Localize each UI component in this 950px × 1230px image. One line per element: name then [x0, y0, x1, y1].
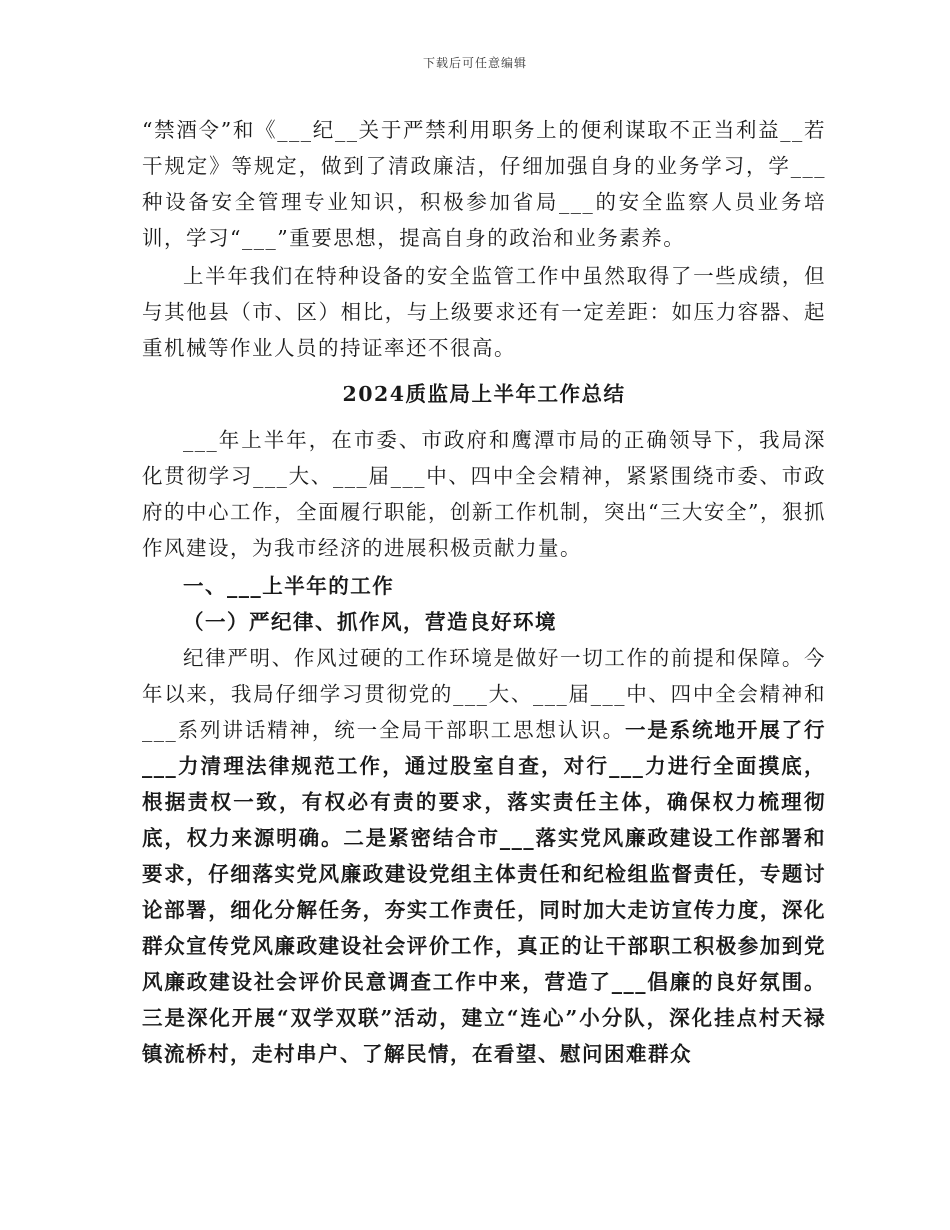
document-title: 2024质监局上半年工作总结: [342, 382, 626, 406]
paragraph-discipline-normal: 纪律严明、作风过硬的工作环境是做好一切工作的前提和保障。今年以来，我局仔细学习贯彻党的___大、___届___中、四中全会精神和___系列讲话精神，统一全局干部职工思想认识。: [142, 646, 826, 742]
subsection-heading-1: （一）严纪律、抓作风，营造良好环境: [183, 610, 557, 634]
document-body: [142, 112, 826, 1074]
paragraph-discipline-bold: 一是系统地开展了行___力清理法律规范工作，通过股室自查，对行___力进行全面摸底，根据责权一致，有权必有责的要求，落实责任主体，确保权力梳理彻底，权力来源明确。二是紧密结合市___落实党风廉政建设工作部署和要求，仔细落实党风廉政建设党组主体责任和纪检组监督责任，专题讨论部署，细化分解任务，夯实工作责任，同时加大走访宣传力度，深化群众宣传党风廉政建设社会评价工作，真正的让干部职工积极参加到党风廉政建设社会评价民意调查工作中来，营造了___倡廉的良好氛围。三是深化开展“双学双联”活动，建立“连心”小分队，深化挂点村天禄镇流桥村，走村串户、了解民情，在看望、慰问困难群众: [142, 718, 827, 1066]
header-note: 下载后可任意编辑: [422, 56, 527, 70]
section-heading-1: 一、___上半年的工作: [183, 574, 395, 598]
paragraph-continued: “禁酒令”和《___纪__关于严禁利用职务上的便利谋取不正当利益__若干规定》等规定，做到了清政廉洁，仔细加强自身的业务学习，学___种设备安全管理专业知识，积极参加省局___的安全监察人员业务培训，学习“___”重要思想，提高自身的政治和业务素养。: [142, 118, 826, 250]
paragraph-discipline: [142, 640, 826, 1072]
paragraph-shortcomings: 上半年我们在特种设备的安全监管工作中虽然取得了一些成绩，但与其他县（市、区）相比，与上级要求还有一定差距：如压力容器、起重机械等作业人员的持证率还不很高。: [142, 264, 826, 360]
paragraph-intro: ___年上半年，在市委、市政府和鹰潭市局的正确领导下，我局深化贯彻学习___大、___届___中、四中全会精神，紧紧围绕市委、市政府的中心工作，全面履行职能，创新工作机制，突出“三大安全”，狠抓作风建设，为我市经济的进展积极贡献力量。: [142, 428, 826, 560]
